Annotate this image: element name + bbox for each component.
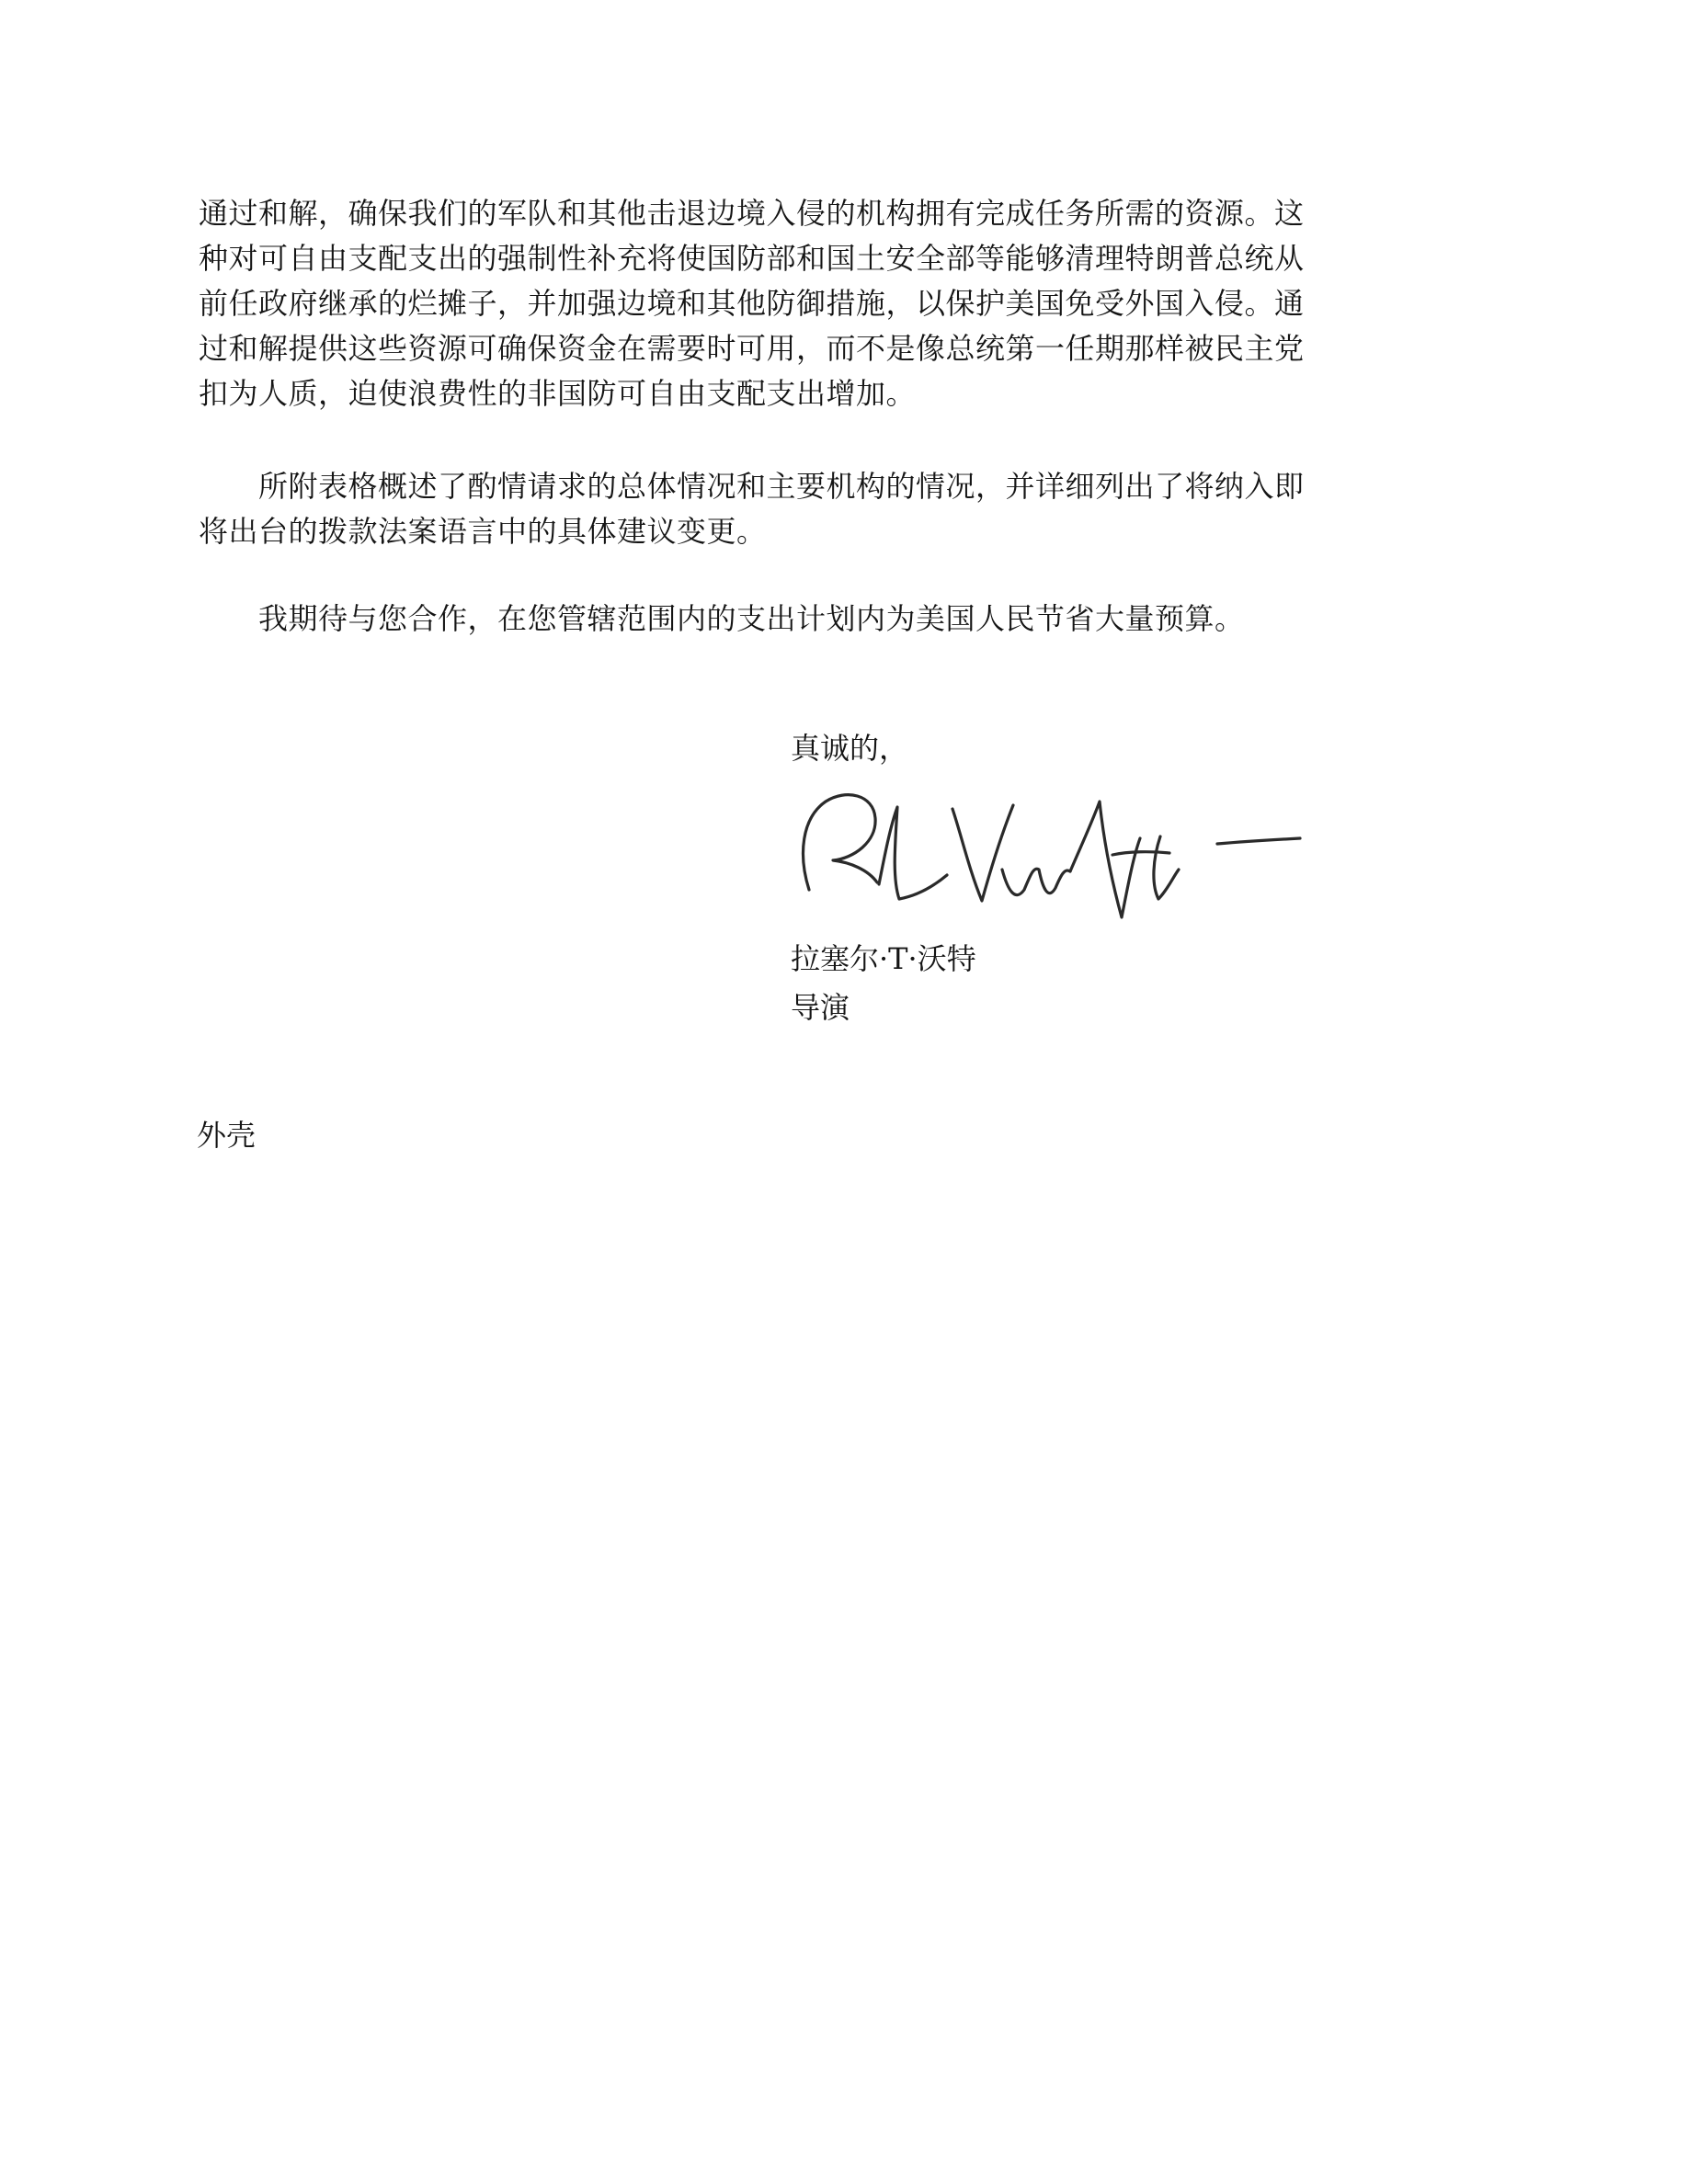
paragraph-line: 通过和解，确保我们的军队和其他击退边境入侵的机构拥有完成任务所需的资源。这 bbox=[199, 196, 1305, 231]
paragraph-line: 扣为人质，迫使浪费性的非国防可自由支配支出增加。 bbox=[199, 376, 917, 411]
paragraph-line: 将出台的拨款法案语言中的具体建议变更。 bbox=[199, 514, 767, 549]
enclosure-label: 外壳 bbox=[197, 1118, 257, 1153]
paragraph-line: 过和解提供这些资源可确保资金在需要时可用，而不是像总统第一任期那样被民主党 bbox=[199, 331, 1305, 366]
signatory-title: 导演 bbox=[791, 990, 850, 1025]
body-paragraph-3 bbox=[199, 597, 1504, 642]
handwritten-signature bbox=[789, 781, 1322, 938]
body-paragraph-1 bbox=[199, 191, 1504, 416]
signatory-name: 拉塞尔·T·沃特 bbox=[791, 941, 976, 976]
body-paragraph-2 bbox=[199, 464, 1504, 554]
paragraph-line: 前任政府继承的烂摊子，并加强边境和其他防御措施，以保护美国免受外国入侵。通 bbox=[199, 286, 1305, 321]
signature-block bbox=[791, 935, 976, 1032]
paragraph-line: 种对可自由支配支出的强制性补充将使国防部和国土安全部等能够清理特朗普总统从 bbox=[199, 241, 1305, 276]
paragraph-line: 所附表格概述了酌情请求的总体情况和主要机构的情况，并详细列出了将纳入即 bbox=[199, 469, 1305, 504]
paragraph-line: 我期待与您合作，在您管辖范围内的支出计划内为美国人民节省大量预算。 bbox=[199, 601, 1245, 636]
closing-salutation: 真诚的， bbox=[791, 731, 909, 766]
